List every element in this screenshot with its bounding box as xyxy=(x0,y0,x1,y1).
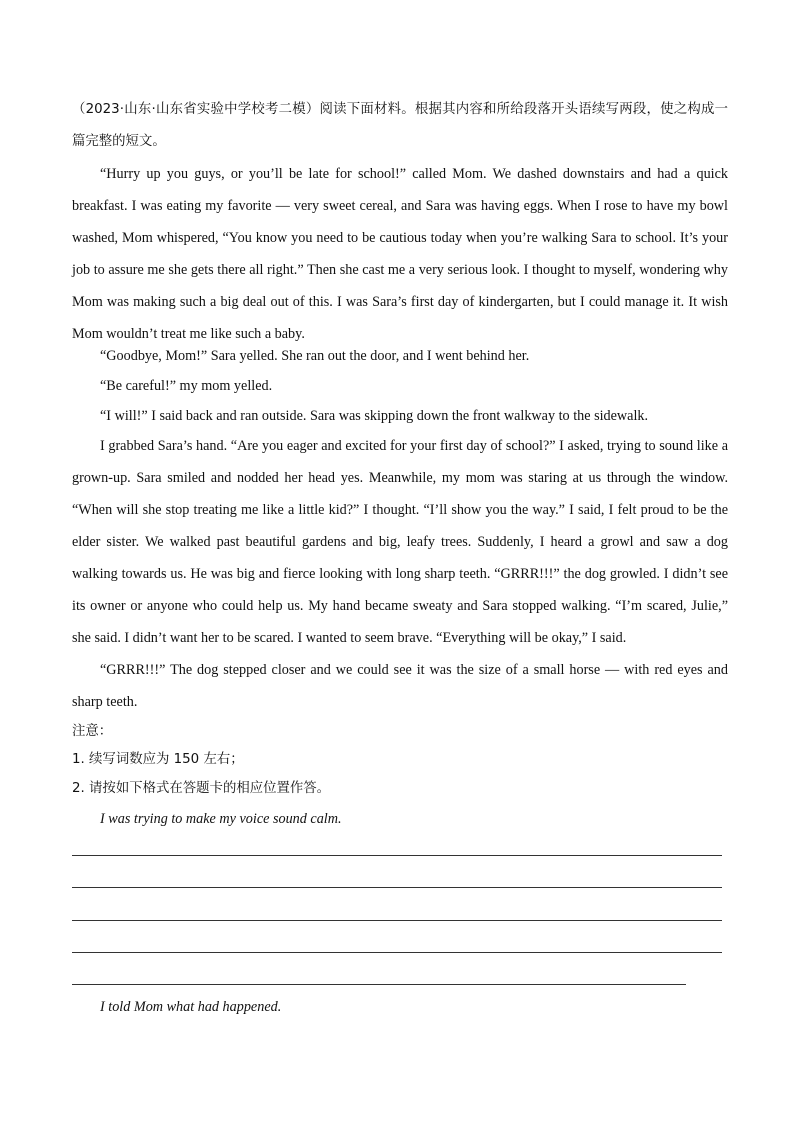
story-paragraph-2: “Goodbye, Mom!” Sara yelled. She ran out the door, and I went behind her. xyxy=(100,348,530,364)
task-instructions: （2023·山东·山东省实验中学校考二模）阅读下面材料。根据其内容和所给段落开头语续写两段，使之构成一篇完整的短文。 xyxy=(72,102,728,149)
continuation-prompt-2: I told Mom what had happened. xyxy=(100,999,282,1015)
answer-line-3 xyxy=(72,920,722,921)
story-paragraph-6: “GRRR!!!” The dog stepped closer and we could see it was the size of a small horse — with red eyes and sharp teeth. xyxy=(72,662,728,710)
note-item-2: 2. 请按如下格式在答题卡的相应位置作答。 xyxy=(72,781,331,796)
story-paragraph-5: I grabbed Sara’s hand. “Are you eager and excited for your first day of school?” I asked, trying to sound like a grown-up. Sara smiled and nodded her head yes. Meanwhile, my mom was staring at us through the window. “When will she stop treating me like a little kid?” I thought. “I’ll show you the way.” I said, I felt proud to be the elder sister. We walked past beautiful gardens and big, leafy trees. Suddenly, I heard a growl and saw a dog walking towards us. He was big and fierce looking with long sharp teeth. “GRRR!!!” the dog growled. I didn’t see its owner or anyone who could help us. My hand became sweaty and Sara stopped walking. “I’m scared, Julie,” she said. I didn’t want her to be scared. I wanted to seem brave. “Everything will be okay,” I said. xyxy=(72,438,728,646)
continuation-prompt-1: I was trying to make my voice sound calm. xyxy=(100,811,342,827)
answer-line-4 xyxy=(72,952,722,953)
answer-line-2 xyxy=(72,887,722,888)
story-paragraph-3: “Be careful!” my mom yelled. xyxy=(100,378,273,394)
answer-line-5 xyxy=(72,984,686,985)
story-paragraph-1: “Hurry up you guys, or you’ll be late for school!” called Mom. We dashed downstairs and had a quick breakfast. I was eating my favorite — very sweet cereal, and Sara was having eggs. When I rose to have my bowl washed, Mom whispered, “You know you need to be cautious today when you’re walking Sara to school. It’s your job to assure me she gets there all right.” Then she cast me a very serious look. I thought to myself, wondering why Mom was making such a big deal out of this. I was Sara’s first day of kindergarten, but I could manage it. It wish Mom wouldn’t treat me like such a baby. xyxy=(72,166,728,342)
story-paragraph-4: “I will!” I said back and ran outside. Sara was skipping down the front walkway to the sidewalk. xyxy=(100,408,649,424)
answer-line-1 xyxy=(72,855,722,856)
notes-label: 注意： xyxy=(72,724,113,739)
note-item-1: 1. 续写词数应为 150 左右； xyxy=(72,752,244,767)
